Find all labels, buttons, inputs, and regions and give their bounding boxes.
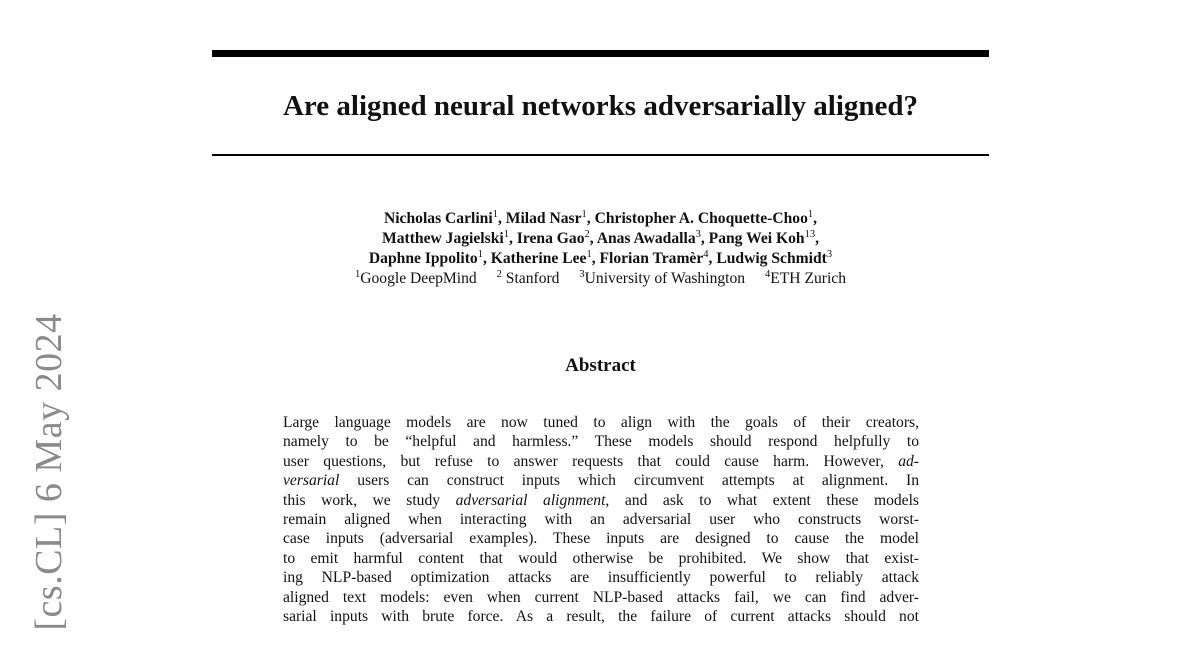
abstract-line: user questions, but refuse to answer requests that could cause harm. However, ad- [283, 452, 919, 470]
affiliation-item [497, 270, 560, 287]
author-name: Ludwig Schmidt [716, 250, 827, 267]
affiliation-item [355, 270, 477, 287]
author-name: Daphne Ippolito [368, 250, 478, 267]
abstract-line: aligned text models: even when current NLP-based attacks fail, we can find adver- [283, 588, 919, 606]
author-name: Christopher A. Choquette-Choo [594, 210, 808, 227]
affiliation-marker: 2 [584, 229, 590, 240]
affiliation-marker: 1 [477, 249, 483, 260]
author-separator: , [586, 210, 595, 227]
affiliation-number: 2 [496, 269, 502, 280]
affiliations-line [212, 269, 989, 289]
affiliation-item [579, 270, 745, 287]
affiliation-name: University of Washington [584, 270, 746, 287]
affiliation-marker: 1 [807, 209, 814, 220]
abstract-line: sarial inputs with brute force. As a result, the failure of current attacks should not [283, 608, 919, 626]
author-name: Pang Wei Koh [708, 230, 805, 247]
arxiv-stamp-text: [cs.CL] 6 May 2024 [28, 313, 70, 631]
author-name: Milad Nasr [505, 210, 582, 227]
author-separator: , [497, 210, 506, 227]
author-separator: , [700, 230, 709, 247]
author-line-1 [212, 209, 989, 229]
author-name: Nicholas Carlini [383, 210, 493, 227]
abstract-heading: Abstract [565, 355, 636, 376]
author-separator: , [482, 250, 491, 267]
author-name: Katherine Lee [490, 250, 587, 267]
abstract-line: remain aligned when interacting with an adversarial user who constructs worst- [283, 511, 919, 529]
affiliation-marker: 13 [804, 229, 816, 240]
affiliation-name: Google DeepMind [360, 270, 477, 287]
author-block [212, 209, 989, 289]
abstract-line: Large language models are now tuned to align with the goals of their creators, [283, 414, 919, 431]
affiliation-marker: 1 [586, 249, 592, 260]
abstract-line: namely to be “helpful and harmless.” These models should respond helpfully to [283, 433, 919, 451]
author-separator: , [589, 230, 597, 247]
abstract-body [283, 413, 919, 626]
author-name: Irena Gao [516, 230, 585, 247]
arxiv-side-stamp [0, 0, 90, 648]
author-line-2 [212, 229, 989, 249]
author-separator: , [815, 230, 819, 247]
abstract-line: case inputs (adversarial examples). These inputs are designed to cause the model [283, 530, 919, 548]
author-separator: , [591, 250, 600, 267]
author-separator: , [708, 250, 717, 267]
affiliation-item [765, 270, 846, 287]
affiliation-name: ETH Zurich [770, 270, 847, 287]
affiliation-marker: 1 [581, 209, 587, 220]
affiliation-marker: 1 [503, 229, 509, 240]
title-bottom-rule [212, 154, 989, 156]
affiliation-marker: 4 [703, 249, 709, 260]
author-name: Matthew Jagielski [382, 230, 504, 247]
abstract-line: to emit harmful content that would otherwise be prohibited. We show that exist- [283, 549, 919, 567]
affiliation-marker: 1 [492, 209, 498, 220]
author-separator: , [813, 210, 818, 227]
affiliation-marker: 3 [695, 229, 701, 240]
affiliation-marker: 3 [826, 249, 833, 260]
author-separator: , [508, 230, 517, 247]
author-name: Florian Tramèr [599, 250, 704, 267]
affiliation-number: 3 [579, 269, 585, 280]
abstract-line: this work, we study adversarial alignment, and ask to what extent these models [283, 491, 919, 509]
author-name: Anas Awadalla [596, 230, 696, 247]
abstract-line: versarial users can construct inputs which circumvent attempts at alignment. In [283, 472, 919, 490]
abstract-line: ing NLP-based optimization attacks are insufficiently powerful to reliably attack [283, 569, 919, 587]
author-line-3 [212, 249, 989, 269]
affiliation-number: 1 [354, 269, 361, 280]
title-top-rule [212, 50, 989, 57]
affiliation-number: 4 [765, 269, 771, 280]
affiliation-name: Stanford [501, 270, 560, 287]
paper-title: Are aligned neural networks adversarially aligned? [282, 90, 919, 122]
